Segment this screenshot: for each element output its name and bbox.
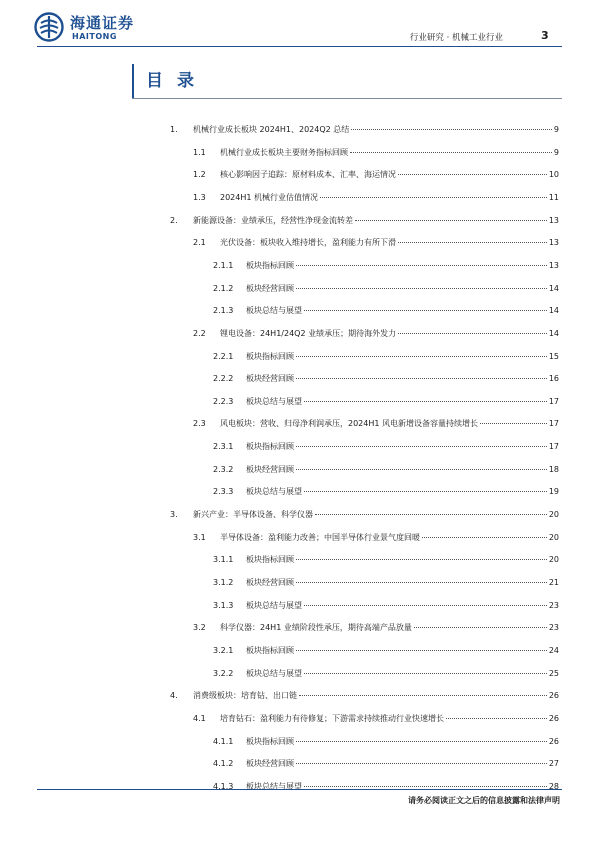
toc-entry-label: 板块经营回顾 — [246, 464, 294, 474]
toc-entry[interactable] — [213, 668, 559, 679]
toc-entry-number: 4.1.2 — [213, 759, 234, 769]
toc-entry-label: 机械行业成长板块 2024H1、2024Q2 总结 — [193, 125, 350, 134]
toc-leader-dots — [480, 423, 547, 424]
toc-entry-page: 9 — [553, 147, 559, 157]
toc-entry-label: 风电板块：营收、归母净利润承压，2024H1 风电新增设备容量持续增长 — [220, 419, 479, 429]
haitong-logo-icon — [34, 12, 64, 42]
footer-divider — [37, 789, 562, 790]
toc-leader-dots — [446, 718, 547, 719]
toc-entry-page: 28 — [548, 781, 559, 791]
toc-entry[interactable] — [213, 283, 559, 294]
toc-entry[interactable] — [213, 736, 559, 747]
toc-entry-page: 23 — [548, 623, 559, 633]
toc-entry-page: 26 — [548, 691, 559, 701]
toc-entry-number: 2.2.1 — [213, 351, 234, 361]
toc-entry-number: 3. — [170, 510, 178, 520]
toc-entry-number: 2.1.2 — [213, 283, 234, 293]
toc-entry[interactable] — [213, 645, 559, 656]
toc-entry[interactable] — [193, 237, 559, 248]
toc-entry[interactable] — [213, 577, 559, 588]
toc-entry[interactable] — [213, 305, 559, 316]
toc-entry-page: 17 — [548, 396, 559, 406]
toc-leader-dots — [398, 174, 547, 175]
toc-entry-page: 13 — [548, 260, 559, 270]
toc-entry-number: 2.1 — [193, 238, 206, 248]
toc-entry-number: 2.1.3 — [213, 306, 234, 316]
toc-entry[interactable] — [213, 600, 559, 611]
toc-entry-label: 板块指标回顾 — [246, 351, 294, 361]
toc-entry-label: 板块指标回顾 — [246, 260, 294, 270]
toc-entry-label: 板块总结与展望 — [246, 781, 302, 791]
toc-entry-page: 20 — [548, 510, 559, 520]
toc-entry[interactable] — [213, 373, 559, 384]
toc-leader-dots — [414, 627, 547, 628]
toc-entry-page: 9 — [553, 125, 559, 134]
page-header — [0, 0, 595, 50]
toc-entry-label: 锂电设备：24H1/24Q2 业绩承压；期待海外发力 — [220, 328, 397, 338]
toc-entry-number: 3.2.2 — [213, 668, 234, 678]
toc-entry-number: 2.2 — [193, 328, 206, 338]
toc-entry-label: 机械行业成长板块主要财务指标回顾 — [220, 147, 348, 157]
toc-entry[interactable] — [193, 713, 559, 724]
toc-leader-dots — [304, 673, 547, 674]
toc-entry-number: 1.3 — [193, 192, 206, 202]
toc-entry[interactable] — [213, 441, 559, 452]
toc-entry-label: 板块指标回顾 — [246, 555, 294, 565]
toc-leader-dots — [350, 152, 552, 153]
toc-entry-number: 1.2 — [193, 170, 206, 180]
toc-entry[interactable] — [170, 690, 559, 701]
toc-entry-page: 19 — [548, 487, 559, 497]
toc-entry-page: 26 — [548, 736, 559, 746]
toc-entry-page: 13 — [548, 215, 559, 225]
toc-title-accent — [132, 64, 134, 98]
toc-entry[interactable] — [193, 192, 559, 203]
toc-entry-label: 新兴产业：半导体设备、科学仪器 — [193, 510, 313, 520]
toc-entry-number: 3.1.2 — [213, 578, 234, 587]
toc-entry-page: 17 — [548, 442, 559, 452]
toc-entry-page: 11 — [548, 192, 559, 202]
toc-entry[interactable] — [193, 328, 559, 339]
toc-entry-page: 16 — [548, 374, 559, 384]
toc-entry-page: 10 — [548, 170, 559, 180]
toc-leader-dots — [296, 265, 547, 266]
toc-leader-dots — [355, 220, 547, 221]
toc-entry-number: 3.1 — [193, 532, 206, 542]
toc-entry-label: 板块指标回顾 — [246, 645, 294, 655]
toc-entry-number: 2.3.3 — [213, 487, 234, 497]
toc-entry-number: 4. — [170, 691, 178, 701]
toc-entry[interactable] — [213, 486, 559, 497]
toc-leader-dots — [296, 763, 547, 764]
toc-leader-dots — [304, 786, 547, 787]
toc-entry-label: 板块总结与展望 — [246, 487, 302, 497]
toc-entry[interactable] — [170, 509, 559, 520]
toc-entry-number: 2.3.2 — [213, 464, 234, 474]
toc-entry-number: 2. — [170, 215, 178, 225]
toc-entry[interactable] — [213, 781, 559, 792]
toc-entry-number: 2.3.1 — [213, 442, 234, 452]
toc-entry[interactable] — [213, 464, 559, 475]
toc-leader-dots — [296, 378, 547, 379]
toc-entry-label: 新能源设备：业绩承压，经营性净现金流转差 — [193, 215, 353, 225]
toc-entry[interactable] — [193, 169, 559, 180]
toc-entry-label: 板块总结与展望 — [246, 668, 302, 678]
toc-entry-label: 光伏设备：板块收入维持增长，盈利能力有所下滑 — [220, 238, 396, 248]
toc-entry-page: 17 — [548, 419, 559, 429]
toc-entry-number: 2.2.2 — [213, 374, 234, 384]
toc-leader-dots — [398, 242, 547, 243]
toc-entry[interactable] — [213, 396, 559, 407]
toc-entry-label: 板块总结与展望 — [246, 600, 302, 610]
toc-entry[interactable] — [213, 351, 559, 362]
toc-entry[interactable] — [193, 147, 559, 158]
toc-entry[interactable] — [213, 260, 559, 271]
toc-entry-page: 14 — [548, 283, 559, 293]
header-divider — [37, 46, 562, 47]
report-category: 行业研究 · 机械工业行业 — [409, 33, 503, 43]
toc-entry-number: 1.1 — [193, 147, 206, 157]
brand-name-cn: 海通证券 — [70, 14, 135, 32]
toc-leader-dots — [351, 129, 552, 130]
toc-title: 目录 — [146, 71, 208, 91]
toc-entry-page: 18 — [548, 464, 559, 474]
toc-leader-dots — [422, 537, 547, 538]
toc-leader-dots — [296, 446, 547, 447]
toc-leader-dots — [320, 197, 547, 198]
toc-entry-page: 21 — [548, 578, 559, 587]
toc-leader-dots — [398, 333, 547, 334]
toc-entry-label: 培育钻石：盈利能力有待修复；下游需求持续推动行业快速增长 — [220, 713, 444, 723]
toc-entry[interactable] — [170, 124, 559, 135]
toc-entry-number: 2.1.1 — [213, 260, 234, 270]
toc-entry-number: 1. — [170, 125, 178, 134]
toc-leader-dots — [315, 514, 547, 515]
toc-entry-number: 4.1.3 — [213, 781, 234, 791]
brand-logo — [34, 10, 164, 44]
toc-entry[interactable] — [193, 418, 559, 429]
brand-name-en: HAITONG — [72, 32, 117, 41]
toc-entry-page: 15 — [548, 351, 559, 361]
toc-leader-dots — [304, 491, 547, 492]
toc-entry-label: 板块指标回顾 — [246, 736, 294, 746]
toc-leader-dots — [299, 695, 547, 696]
toc-entry-label: 半导体设备：盈利能力改善；中国半导体行业景气度回暖 — [220, 532, 420, 542]
toc-leader-dots — [296, 741, 547, 742]
toc-entry[interactable] — [213, 758, 559, 769]
toc-entry-label: 板块经营回顾 — [246, 374, 294, 384]
toc-entry-number: 3.1.1 — [213, 555, 234, 565]
toc-entry-page: 20 — [548, 532, 559, 542]
footer-disclaimer: 请务必阅读正文之后的信息披露和法律声明 — [408, 796, 560, 805]
toc-entry-label: 板块总结与展望 — [246, 306, 302, 316]
toc-entry[interactable] — [193, 532, 559, 543]
toc-entry-label: 科学仪器：24H1 业绩阶段性承压，期待高端产品放量 — [220, 623, 412, 633]
toc-leader-dots — [296, 650, 547, 651]
toc-entry-number: 4.1 — [193, 713, 206, 723]
toc-entry-number: 3.2 — [193, 623, 206, 633]
toc-entry-label: 板块指标回顾 — [246, 442, 294, 452]
toc-entry-label: 板块经营回顾 — [246, 578, 294, 587]
toc-entry-page: 25 — [548, 668, 559, 678]
toc-leader-dots — [296, 356, 547, 357]
toc-entry[interactable] — [170, 215, 559, 226]
toc-entry-number: 3.2.1 — [213, 645, 234, 655]
toc-entry-label: 2024H1 机械行业估值情况 — [220, 192, 319, 202]
toc-entry[interactable] — [193, 622, 559, 633]
toc-entry-number: 2.3 — [193, 419, 206, 429]
toc-leader-dots — [296, 288, 547, 289]
toc-entry-page: 23 — [548, 600, 559, 610]
toc-leader-dots — [304, 605, 547, 606]
toc-entry-page: 27 — [548, 759, 559, 769]
toc-entry-label: 核心影响因子追踪：原材料成本、汇率、海运情况 — [220, 170, 396, 180]
toc-leader-dots — [304, 401, 547, 402]
toc-entry-page: 20 — [548, 555, 559, 565]
page-number: 3 — [541, 29, 549, 42]
toc-entry-page: 14 — [548, 328, 559, 338]
toc-leader-dots — [296, 469, 547, 470]
toc-entry-label: 板块经营回顾 — [246, 283, 294, 293]
toc-leader-dots — [304, 310, 547, 311]
toc-leader-dots — [296, 582, 547, 583]
toc-entry-label: 板块总结与展望 — [246, 396, 302, 406]
toc-entry-page: 26 — [548, 713, 559, 723]
toc-entry-label: 消费级板块：培育钻、出口链 — [193, 691, 297, 701]
toc-entry-number: 4.1.1 — [213, 736, 234, 746]
toc-entry-page: 14 — [548, 306, 559, 316]
toc-entry-number: 3.1.3 — [213, 600, 234, 610]
toc-entry[interactable] — [213, 554, 559, 565]
toc-entry-page: 13 — [548, 238, 559, 248]
toc-entry-label: 板块经营回顾 — [246, 759, 294, 769]
toc-entry-number: 2.2.3 — [213, 396, 234, 406]
toc-leader-dots — [296, 559, 547, 560]
toc-entry-page: 24 — [548, 645, 559, 655]
